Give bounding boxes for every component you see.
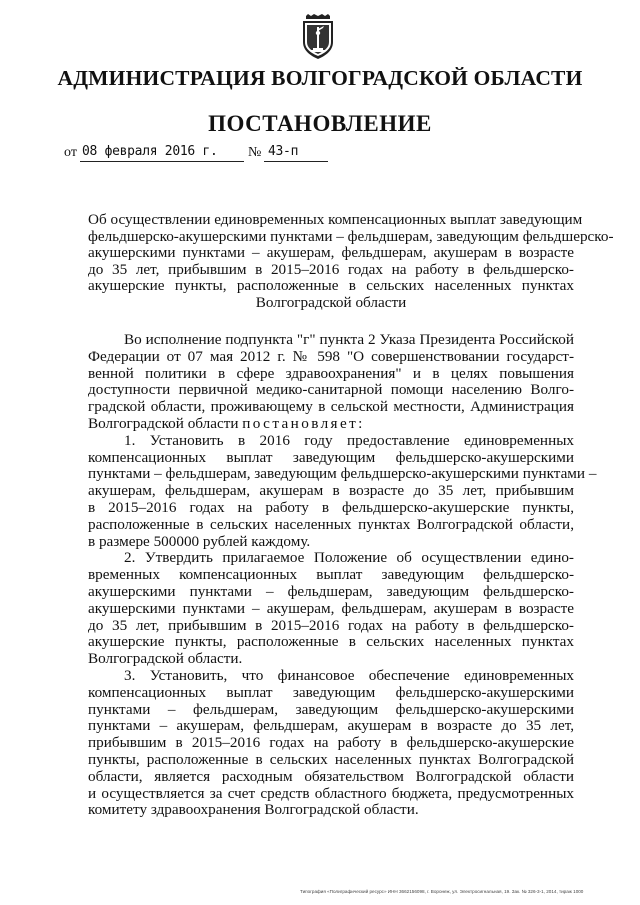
item2-line: Волгоградской области. [88, 650, 243, 668]
item1-line: акушерам, фельдшерам, акушерам в возрасте до 35 лет, прибывшим [88, 482, 574, 500]
intro-line: венной политики в сфере здравоохранения" и в целях повышения [88, 364, 574, 382]
item2-line: временных компенсационных выплат заведующим фельдшерско- [88, 566, 574, 584]
intro-line: Федерации от 07 мая 2012 г. № 598 "О совершенствовании государст- [88, 347, 574, 365]
item1-line: 1. Установить в 2016 году предоставление единовременных [124, 431, 574, 449]
subject-line: Об осуществлении единовременных компенсационных выплат заведующим [88, 211, 583, 228]
subject-line: акушерские пункты, расположенные в сельских населенных пунктах [88, 277, 574, 295]
item1-line: компенсационных выплат заведующим фельдшерско-акушерскими [88, 448, 574, 466]
item2-line: акушерскими пунктами – фельдшерам, заведующим фельдшерско- [88, 582, 574, 600]
item3-line: прибывшим в 2015–2016 годах на работу в фельдшерско-акушерские [88, 734, 574, 752]
intro-line: градской области, проживающему в сельской местности, Администрация [88, 398, 574, 416]
intro-line: доступности первичной медико-санитарной помощи населению Волго- [88, 381, 574, 399]
item3-line: и осуществляется за счет средств областного бюджета, предусмотренных [88, 784, 574, 802]
subject-line: до 35 лет, прибывшим в 2015–2016 годах на работу в фельдшерско- [88, 260, 574, 278]
item2-line: акушерские пункты, расположенные в сельских населенных пунктах [88, 633, 574, 651]
organization-title: АДМИНИСТРАЦИЯ ВОЛГОГРАДСКОЙ ОБЛАСТИ [57, 66, 583, 90]
item1-line: расположенные в сельских населенных пунктах Волгоградской области, [88, 515, 574, 533]
number-underline [264, 161, 328, 162]
date-value: 08 февраля 2016 г. [82, 144, 218, 159]
date-underline [80, 161, 244, 162]
intro-last-prefix: Волгоградской области [88, 414, 239, 432]
intro-last-line [88, 416, 574, 433]
subject-line: акушерскими пунктами – акушерам, фельдшерам, акушерам в возрасте [88, 244, 574, 262]
item1-line: в 2015–2016 годах на работу в фельдшерско-акушерские пункты, [88, 498, 574, 516]
document-type-title: ПОСТАНОВЛЕНИЕ [208, 111, 432, 136]
coat-of-arms-icon [298, 12, 338, 60]
decree-word: постановляет: [242, 414, 365, 432]
intro-line: Во исполнение подпункта "г" пункта 2 Указа Президента Российской [124, 331, 574, 348]
item3-line: компенсационных выплат заведующим фельдшерско-акушерскими [88, 683, 574, 701]
item3-line: комитету здравоохранения Волгоградской области. [88, 801, 419, 819]
number-value: 43-п [268, 144, 299, 159]
document-body [88, 331, 597, 819]
subject-line: фельдшерско-акушерскими пунктами – фельдшерам, заведующим фельдшерско- [88, 227, 614, 245]
item1-line: в размере 500000 рублей каждому. [88, 532, 311, 550]
item3-line: пунктами – акушерам, фельдшерам, акушерам в возрасте до 35 лет, [88, 717, 574, 735]
date-prefix: от [64, 145, 77, 160]
subject-line: Волгоградской области [255, 293, 407, 311]
item3-line: пункты, расположенные в сельских населенных пунктах Волгоградской [88, 750, 574, 768]
item3-line: 3. Установить, что финансовое обеспечение единовременных [124, 666, 574, 684]
item2-line: 2. Утвердить прилагаемое Положение об осуществлении едино- [124, 549, 574, 567]
item1-line: пунктами – фельдшерам, заведующим фельдшерско-акушерскими пунктами – [88, 465, 597, 483]
number-prefix: № [248, 145, 262, 160]
item2-line: акушерскими пунктами – акушерам, фельдшерам, акушерам в возрасте [88, 599, 574, 617]
item3-line: пунктами – фельдшерам, заведующим фельдшерско-акушерскими [88, 700, 574, 718]
item2-line: до 35 лет, прибывшим в 2015–2016 годах на работу в фельдшерско- [88, 616, 574, 634]
document-subject [88, 211, 614, 312]
item3-line: области, является расходным обязательством Волгоградской области [88, 767, 574, 785]
printer-imprint: Типография «Полиграфический ресурс» ИНН 3662156098, г. Воронеж, ул. Электросигнальная, 19. Зак. № 326-3-1, 2014, тираж 1000 [300, 889, 584, 894]
